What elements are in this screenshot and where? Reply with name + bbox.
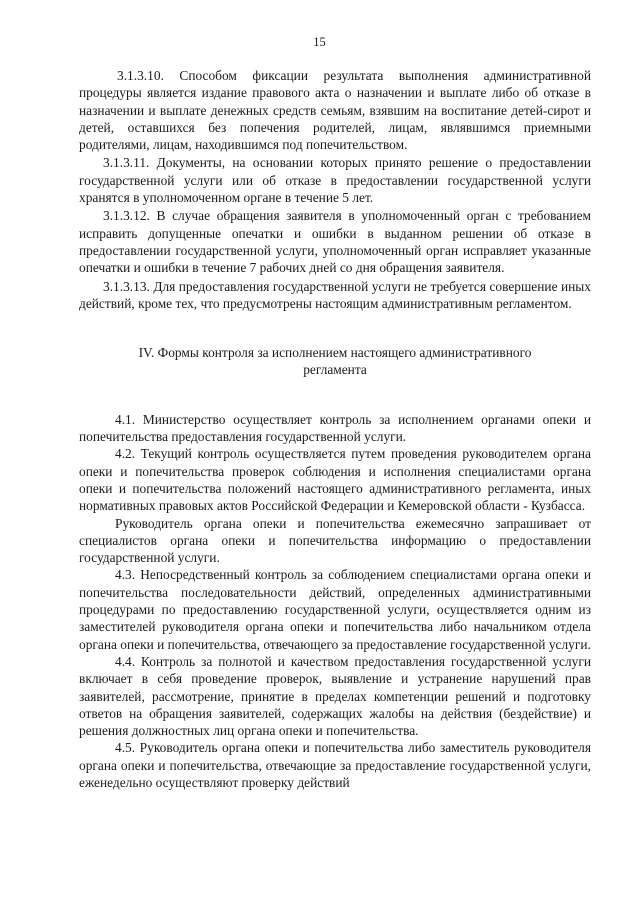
paragraph-4-5: 4.5. Руководитель органа опеки и попечительства либо заместитель руководителя органа опеки и попечительства, отвечающие за предоставление государственной услуги, еженедельно осуществляют проверку действий [79, 740, 591, 790]
section-heading: IV. Формы контроля за исполнением настоящего административного регламента [138, 345, 532, 378]
paragraph-3-1-3-10: 3.1.3.10. Способом фиксации результата выполнения административной процедуры является издание правового акта о назначении и выплате либо об отказе в назначении и выплате денежных средств семьям, взявшим на воспитание детей-сирот и детей, оставшихся без попечения родителей, лицам, являвшимся приемными родителями, лицам, находившимся под попечительством. [79, 68, 591, 153]
paragraph-4-2-continued: Руководитель органа опеки и попечительства ежемесячно запрашивает от специалистов органа опеки и попечительства информацию о предоставлении государственной услуги. [79, 515, 591, 566]
paragraph-3-1-3-13: 3.1.3.13. Для предоставления государственной услуги не требуется совершение иных действий, кроме тех, что предусмотрены настоящим административным регламентом. [79, 278, 591, 311]
paragraph-4-4: 4.4. Контроль за полнотой и качеством предоставления государственной услуги включает в себя проведение проверок, выявление и устранение нарушений прав заявителей, рассмотрение, принятие в пределах компетенции решений и подготовку ответов на обращения заявителей, содержащих жалобы на действия (бездействие) и решения должностных лиц органа опеки и попечительства. [79, 653, 591, 739]
paragraph-3-1-3-12: 3.1.3.12. В случае обращения заявителя в уполномоченный орган с требованием исправить допущенные опечатки и ошибки в выданном решении об отказе в предоставлении государственной услуги, уполномоченный орган исправляет указанные опечатки и ошибки в течение 7 рабочих дней со дня обращения заявителя. [79, 208, 591, 276]
paragraph-3-1-3-11: 3.1.3.11. Документы, на основании которых принято решение о предоставлении государственной услуги или об отказе в предоставлении государственной услуги хранятся в уполномоченном органе в течение 5 лет. [79, 155, 591, 206]
document-body [79, 67, 591, 791]
page-number: 15 [313, 35, 326, 49]
paragraph-4-2: 4.2. Текущий контроль осуществляется путем проведения руководителем органа опеки и попечительства проверок соблюдения и исполнения специалистами органа опеки и попечительства положений настоящего административного регламента, иных нормативных правовых актов Российской Федерации и Кемеровской области - Кузбасса. [79, 446, 591, 514]
paragraph-4-3: 4.3. Непосредственный контроль за соблюдением специалистами органа опеки и попечительства последовательности действий, определенных административными процедурами по предоставлению государственной услуги, осуществляется одним из заместителей руководителя органа опеки и попечительства либо начальником отдела органа опеки и попечительства, отвечающего за предоставление государственной услуги. [79, 567, 591, 652]
paragraph-4-1: 4.1. Министерство осуществляет контроль за исполнением органами опеки и попечительства предоставления государственной услуги. [79, 411, 591, 445]
